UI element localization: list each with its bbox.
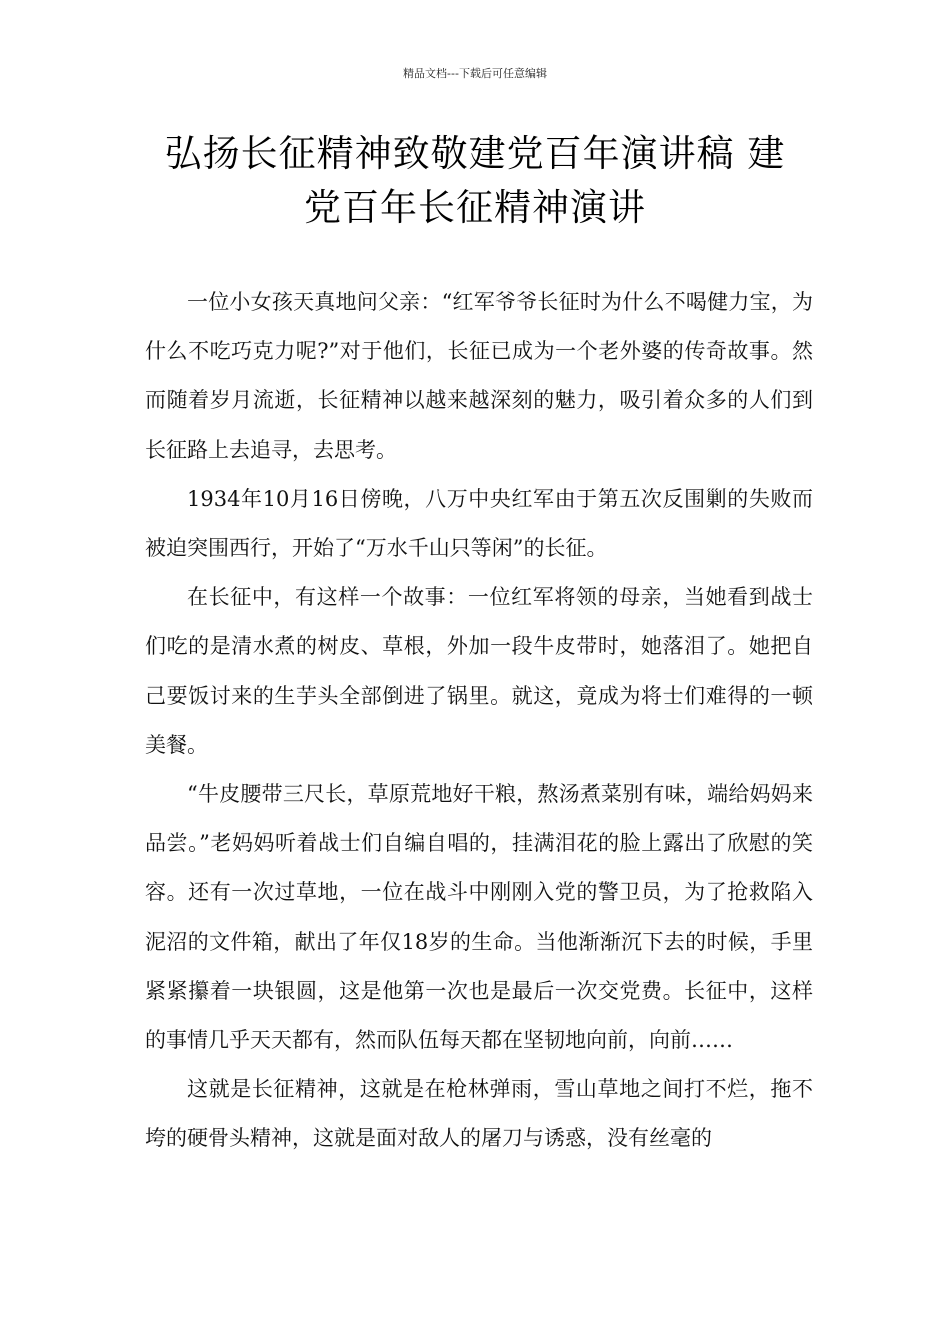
paragraph-4: “牛皮腰带三尺长，草原荒地好干粮，熬汤煮菜别有味，端给妈妈来品尝。”老妈妈听着战士们自编自唱的，挂满泪花的脸上露出了欣慰的笑容。还有一次过草地，一位在战斗中刚刚入党的警卫员，为了抢救陷入泥沼的文件箱，献出了年仅18岁的生命。当他渐渐沉下去的时候，手里紧紧攥着一块银圆，这是他第一次也是最后一次交党费。长征中，这样的事情几乎天天都有，然而队伍每天都在坚韧地向前，向前…… — [145, 782, 813, 1053]
paragraph-2: 1934年10月16日傍晚，八万中央红军由于第五次反围剿的失败而被迫突围西行，开始了“万水千山只等闲”的长征。 — [145, 486, 813, 561]
document-body — [145, 278, 813, 1164]
title-line-2: 党百年长征精神演讲 — [304, 186, 646, 229]
document-title — [120, 127, 830, 235]
paragraph-3: 在长征中，有这样一个故事：一位红军将领的母亲，当她看到战士们吃的是清水煮的树皮、草根，外加一段牛皮带时，她落泪了。她把自己要饭讨来的生芋头全部倒进了锅里。就这，竟成为将士们难得的一顿美餐。 — [145, 585, 813, 757]
paragraph-5: 这就是长征精神，这就是在枪林弹雨，雪山草地之间打不烂，拖不垮的硬骨头精神，这就是面对敌人的屠刀与诱惑，没有丝毫的 — [145, 1077, 813, 1151]
header-note: 精品文档---下载后可任意编辑 — [403, 67, 547, 80]
paragraph-1: 一位小女孩天真地问父亲：“红军爷爷长征时为什么不喝健力宝，为什么不吃巧克力呢?”对于他们，长征已成为一个老外婆的传奇故事。然而随着岁月流逝，长征精神以越来越深刻的魅力，吸引着众多的人们到长征路上去追寻，去思考。 — [145, 290, 813, 462]
title-line-1: 弘扬长征精神致敬建党百年演讲稿 建 — [164, 132, 786, 175]
